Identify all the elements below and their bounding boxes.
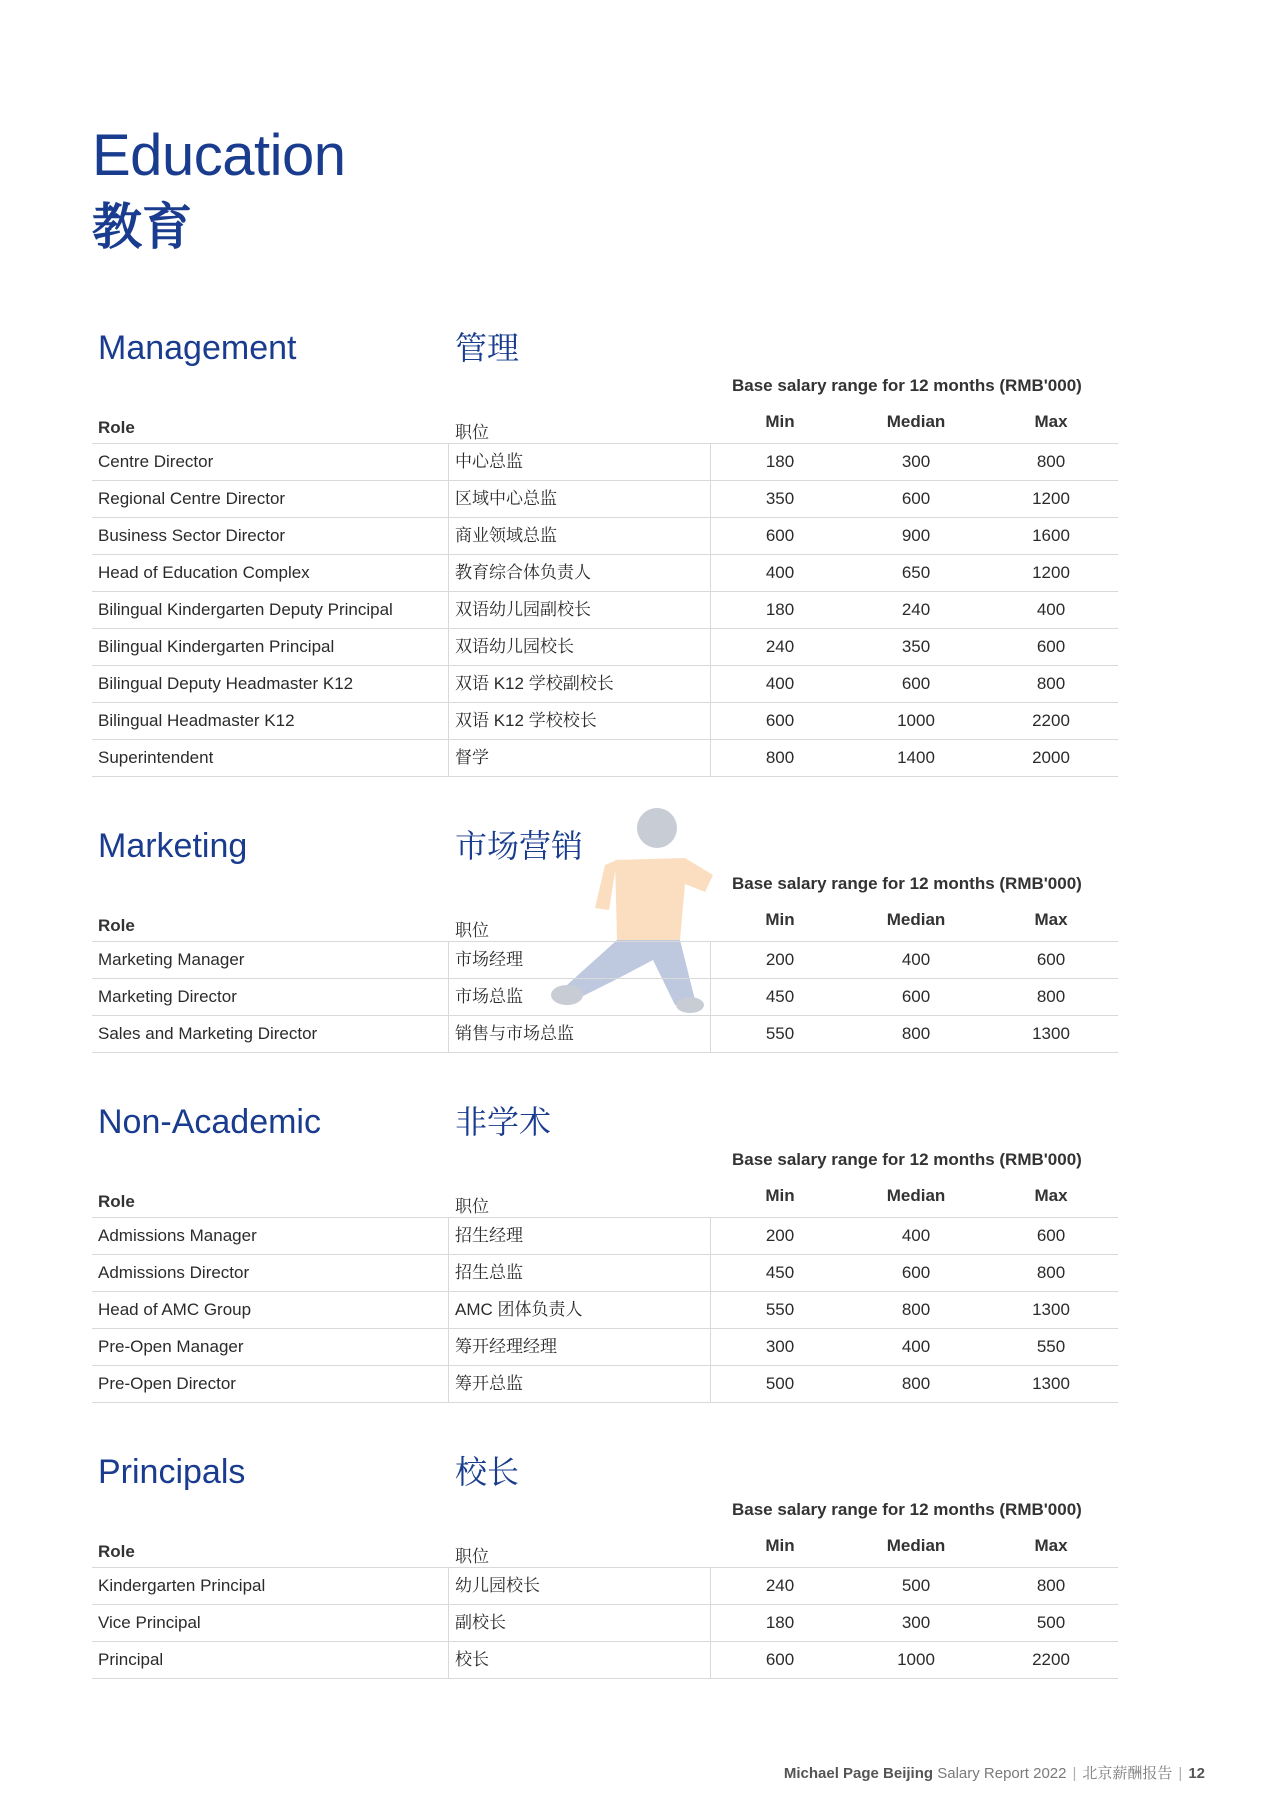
- column-header-role: Role: [98, 916, 135, 935]
- role-name-cn: 筹开经理经理: [455, 1337, 557, 1356]
- role-name: Bilingual Headmaster K12: [98, 711, 295, 730]
- column-header-min: Min: [765, 910, 795, 929]
- role-name-cn: 筹开总监: [455, 1374, 523, 1393]
- median-value: 400: [901, 950, 931, 969]
- table-row: [92, 444, 1118, 481]
- min-value: 600: [765, 526, 795, 545]
- max-value: 600: [1036, 637, 1066, 656]
- min-value: 400: [765, 674, 795, 693]
- role-name-cn: 区域中心总监: [455, 489, 557, 508]
- column-header-median: Median: [886, 412, 946, 431]
- table-row: [92, 703, 1118, 740]
- column-header-median: Median: [886, 910, 946, 929]
- column-header-role: Role: [98, 1542, 135, 1561]
- column-header-median: Median: [886, 1536, 946, 1555]
- max-value: 600: [1036, 950, 1066, 969]
- max-value: 2000: [1032, 748, 1070, 767]
- median-value: 800: [901, 1024, 931, 1043]
- max-value: 600: [1036, 1226, 1066, 1245]
- max-value: 1600: [1032, 526, 1070, 545]
- median-value: 800: [901, 1374, 931, 1393]
- role-name: Admissions Director: [98, 1263, 250, 1282]
- max-value: 800: [1036, 987, 1066, 1006]
- salary-range-label: Base salary range for 12 months (RMB'000): [732, 874, 1082, 893]
- median-value: 400: [901, 1337, 931, 1356]
- role-name: Vice Principal: [98, 1613, 201, 1632]
- min-value: 180: [765, 452, 795, 471]
- page-footer: Michael Page Beijing Salary Report 2022 | 北京薪酬报告 | 12: [783, 1765, 1205, 1782]
- column-header-min: Min: [765, 412, 795, 431]
- section-title: Non-Academic: [98, 1103, 321, 1141]
- page-title: Education: [92, 123, 346, 188]
- min-value: 450: [765, 987, 795, 1006]
- max-value: 800: [1036, 1576, 1066, 1595]
- salary-table: [92, 941, 1118, 1053]
- footer-report-cn: 北京薪酬报告: [1082, 1765, 1173, 1782]
- salary-range-label: Base salary range for 12 months (RMB'000): [732, 376, 1082, 395]
- salary-table: [92, 443, 1118, 777]
- role-name: Admissions Manager: [98, 1226, 257, 1245]
- role-name: Sales and Marketing Director: [98, 1024, 318, 1043]
- min-value: 200: [765, 1226, 795, 1245]
- table-row: [92, 979, 1118, 1016]
- table-row: [92, 942, 1118, 979]
- role-name-cn: 中心总监: [455, 452, 523, 471]
- column-header-role-cn: 职位: [455, 423, 489, 442]
- salary-table: [92, 1217, 1118, 1403]
- table-row: [92, 1642, 1118, 1679]
- role-name: Marketing Manager: [98, 950, 245, 969]
- min-value: 600: [765, 1650, 795, 1669]
- role-name: Bilingual Kindergarten Deputy Principal: [98, 600, 393, 619]
- role-name: Head of AMC Group: [98, 1300, 252, 1319]
- min-value: 550: [765, 1300, 795, 1319]
- role-name-cn: 双语幼儿园校长: [455, 637, 574, 656]
- median-value: 300: [901, 452, 931, 471]
- section-title-cn: 管理: [455, 330, 520, 366]
- median-value: 1000: [897, 1650, 935, 1669]
- column-header-max: Max: [1034, 910, 1068, 929]
- role-name: Pre-Open Director: [98, 1374, 236, 1393]
- column-header-max: Max: [1034, 1186, 1068, 1205]
- median-value: 350: [901, 637, 931, 656]
- column-header-min: Min: [765, 1536, 795, 1555]
- role-name: Superintendent: [98, 748, 214, 767]
- max-value: 500: [1036, 1613, 1066, 1632]
- section-title-cn: 非学术: [455, 1104, 552, 1140]
- min-value: 200: [765, 950, 795, 969]
- role-name-cn: AMC 团体负责人: [455, 1300, 583, 1319]
- table-row: [92, 1255, 1118, 1292]
- table-row: [92, 1016, 1118, 1053]
- role-name-cn: 销售与市场总监: [455, 1024, 574, 1043]
- min-value: 350: [765, 489, 795, 508]
- max-value: 800: [1036, 1263, 1066, 1282]
- column-header-role: Role: [98, 1192, 135, 1211]
- column-header-min: Min: [765, 1186, 795, 1205]
- section-title-cn: 校长: [455, 1454, 520, 1490]
- min-value: 500: [765, 1374, 795, 1393]
- table-row: [92, 518, 1118, 555]
- role-name: Business Sector Director: [98, 526, 286, 545]
- max-value: 2200: [1032, 1650, 1070, 1669]
- median-value: 600: [901, 489, 931, 508]
- min-value: 300: [765, 1337, 795, 1356]
- role-name-cn: 招生总监: [455, 1263, 523, 1282]
- column-header-median: Median: [886, 1186, 946, 1205]
- max-value: 1300: [1032, 1374, 1070, 1393]
- role-name: Marketing Director: [98, 987, 237, 1006]
- median-value: 600: [901, 987, 931, 1006]
- max-value: 1200: [1032, 563, 1070, 582]
- section-title: Marketing: [98, 827, 248, 865]
- table-row: [92, 666, 1118, 703]
- table-row: [92, 1366, 1118, 1403]
- footer-brand: Michael Page Beijing: [783, 1765, 934, 1782]
- role-name: Principal: [98, 1650, 164, 1669]
- role-name: Centre Director: [98, 452, 214, 471]
- max-value: 1300: [1032, 1024, 1070, 1043]
- min-value: 400: [765, 563, 795, 582]
- role-name-cn: 双语幼儿园副校长: [455, 600, 591, 619]
- median-value: 400: [901, 1226, 931, 1245]
- page-subtitle: 教育: [92, 199, 192, 255]
- max-value: 1300: [1032, 1300, 1070, 1319]
- min-value: 600: [765, 711, 795, 730]
- section-title: Principals: [98, 1453, 246, 1491]
- salary-range-label: Base salary range for 12 months (RMB'000): [732, 1150, 1082, 1169]
- role-name: Bilingual Deputy Headmaster K12: [98, 674, 354, 693]
- table-row: [92, 1605, 1118, 1642]
- min-value: 180: [765, 600, 795, 619]
- min-value: 240: [765, 1576, 795, 1595]
- role-name-cn: 校长: [455, 1650, 489, 1669]
- median-value: 650: [901, 563, 931, 582]
- median-value: 1400: [897, 748, 935, 767]
- role-name: Bilingual Kindergarten Principal: [98, 637, 335, 656]
- max-value: 1200: [1032, 489, 1070, 508]
- column-header-max: Max: [1034, 1536, 1068, 1555]
- footer-report: Salary Report 2022: [937, 1765, 1067, 1782]
- median-value: 500: [901, 1576, 931, 1595]
- role-name-cn: 双语 K12 学校副校长: [455, 674, 614, 693]
- salary-table: [92, 1567, 1118, 1679]
- median-value: 240: [901, 600, 931, 619]
- table-row: [92, 629, 1118, 666]
- section-title-cn: 市场营销: [455, 828, 584, 864]
- min-value: 450: [765, 1263, 795, 1282]
- table-row: [92, 1568, 1118, 1605]
- role-name-cn: 幼儿园校长: [455, 1576, 540, 1595]
- role-name: Kindergarten Principal: [98, 1576, 266, 1595]
- max-value: 2200: [1032, 711, 1070, 730]
- role-name-cn: 双语 K12 学校校长: [455, 711, 597, 730]
- page-number: 12: [1188, 1765, 1205, 1782]
- max-value: 800: [1036, 452, 1066, 471]
- role-name-cn: 市场总监: [455, 987, 523, 1006]
- median-value: 900: [901, 526, 931, 545]
- table-row: [92, 1292, 1118, 1329]
- median-value: 600: [901, 1263, 931, 1282]
- max-value: 800: [1036, 674, 1066, 693]
- median-value: 300: [901, 1613, 931, 1632]
- role-name-cn: 商业领域总监: [455, 526, 557, 545]
- column-header-role-cn: 职位: [455, 1547, 489, 1566]
- section-title: Management: [98, 329, 297, 367]
- role-name: Pre-Open Manager: [98, 1337, 244, 1356]
- max-value: 550: [1036, 1337, 1066, 1356]
- column-header-role-cn: 职位: [455, 921, 489, 940]
- table-row: [92, 592, 1118, 629]
- median-value: 1000: [897, 711, 935, 730]
- column-header-max: Max: [1034, 412, 1068, 431]
- salary-range-label: Base salary range for 12 months (RMB'000): [732, 1500, 1082, 1519]
- min-value: 800: [765, 748, 795, 767]
- min-value: 240: [765, 637, 795, 656]
- table-row: [92, 1329, 1118, 1366]
- max-value: 400: [1036, 600, 1066, 619]
- min-value: 550: [765, 1024, 795, 1043]
- column-header-role-cn: 职位: [455, 1197, 489, 1216]
- table-row: [92, 740, 1118, 777]
- table-row: [92, 555, 1118, 592]
- median-value: 800: [901, 1300, 931, 1319]
- role-name: Regional Centre Director: [98, 489, 286, 508]
- column-header-role: Role: [98, 418, 135, 437]
- min-value: 180: [765, 1613, 795, 1632]
- table-row: [92, 1218, 1118, 1255]
- median-value: 600: [901, 674, 931, 693]
- role-name-cn: 督学: [455, 748, 489, 767]
- role-name-cn: 副校长: [455, 1613, 506, 1632]
- role-name-cn: 教育综合体负责人: [455, 563, 591, 582]
- role-name-cn: 招生经理: [455, 1226, 523, 1245]
- role-name: Head of Education Complex: [98, 563, 310, 582]
- table-row: [92, 481, 1118, 518]
- role-name-cn: 市场经理: [455, 950, 523, 969]
